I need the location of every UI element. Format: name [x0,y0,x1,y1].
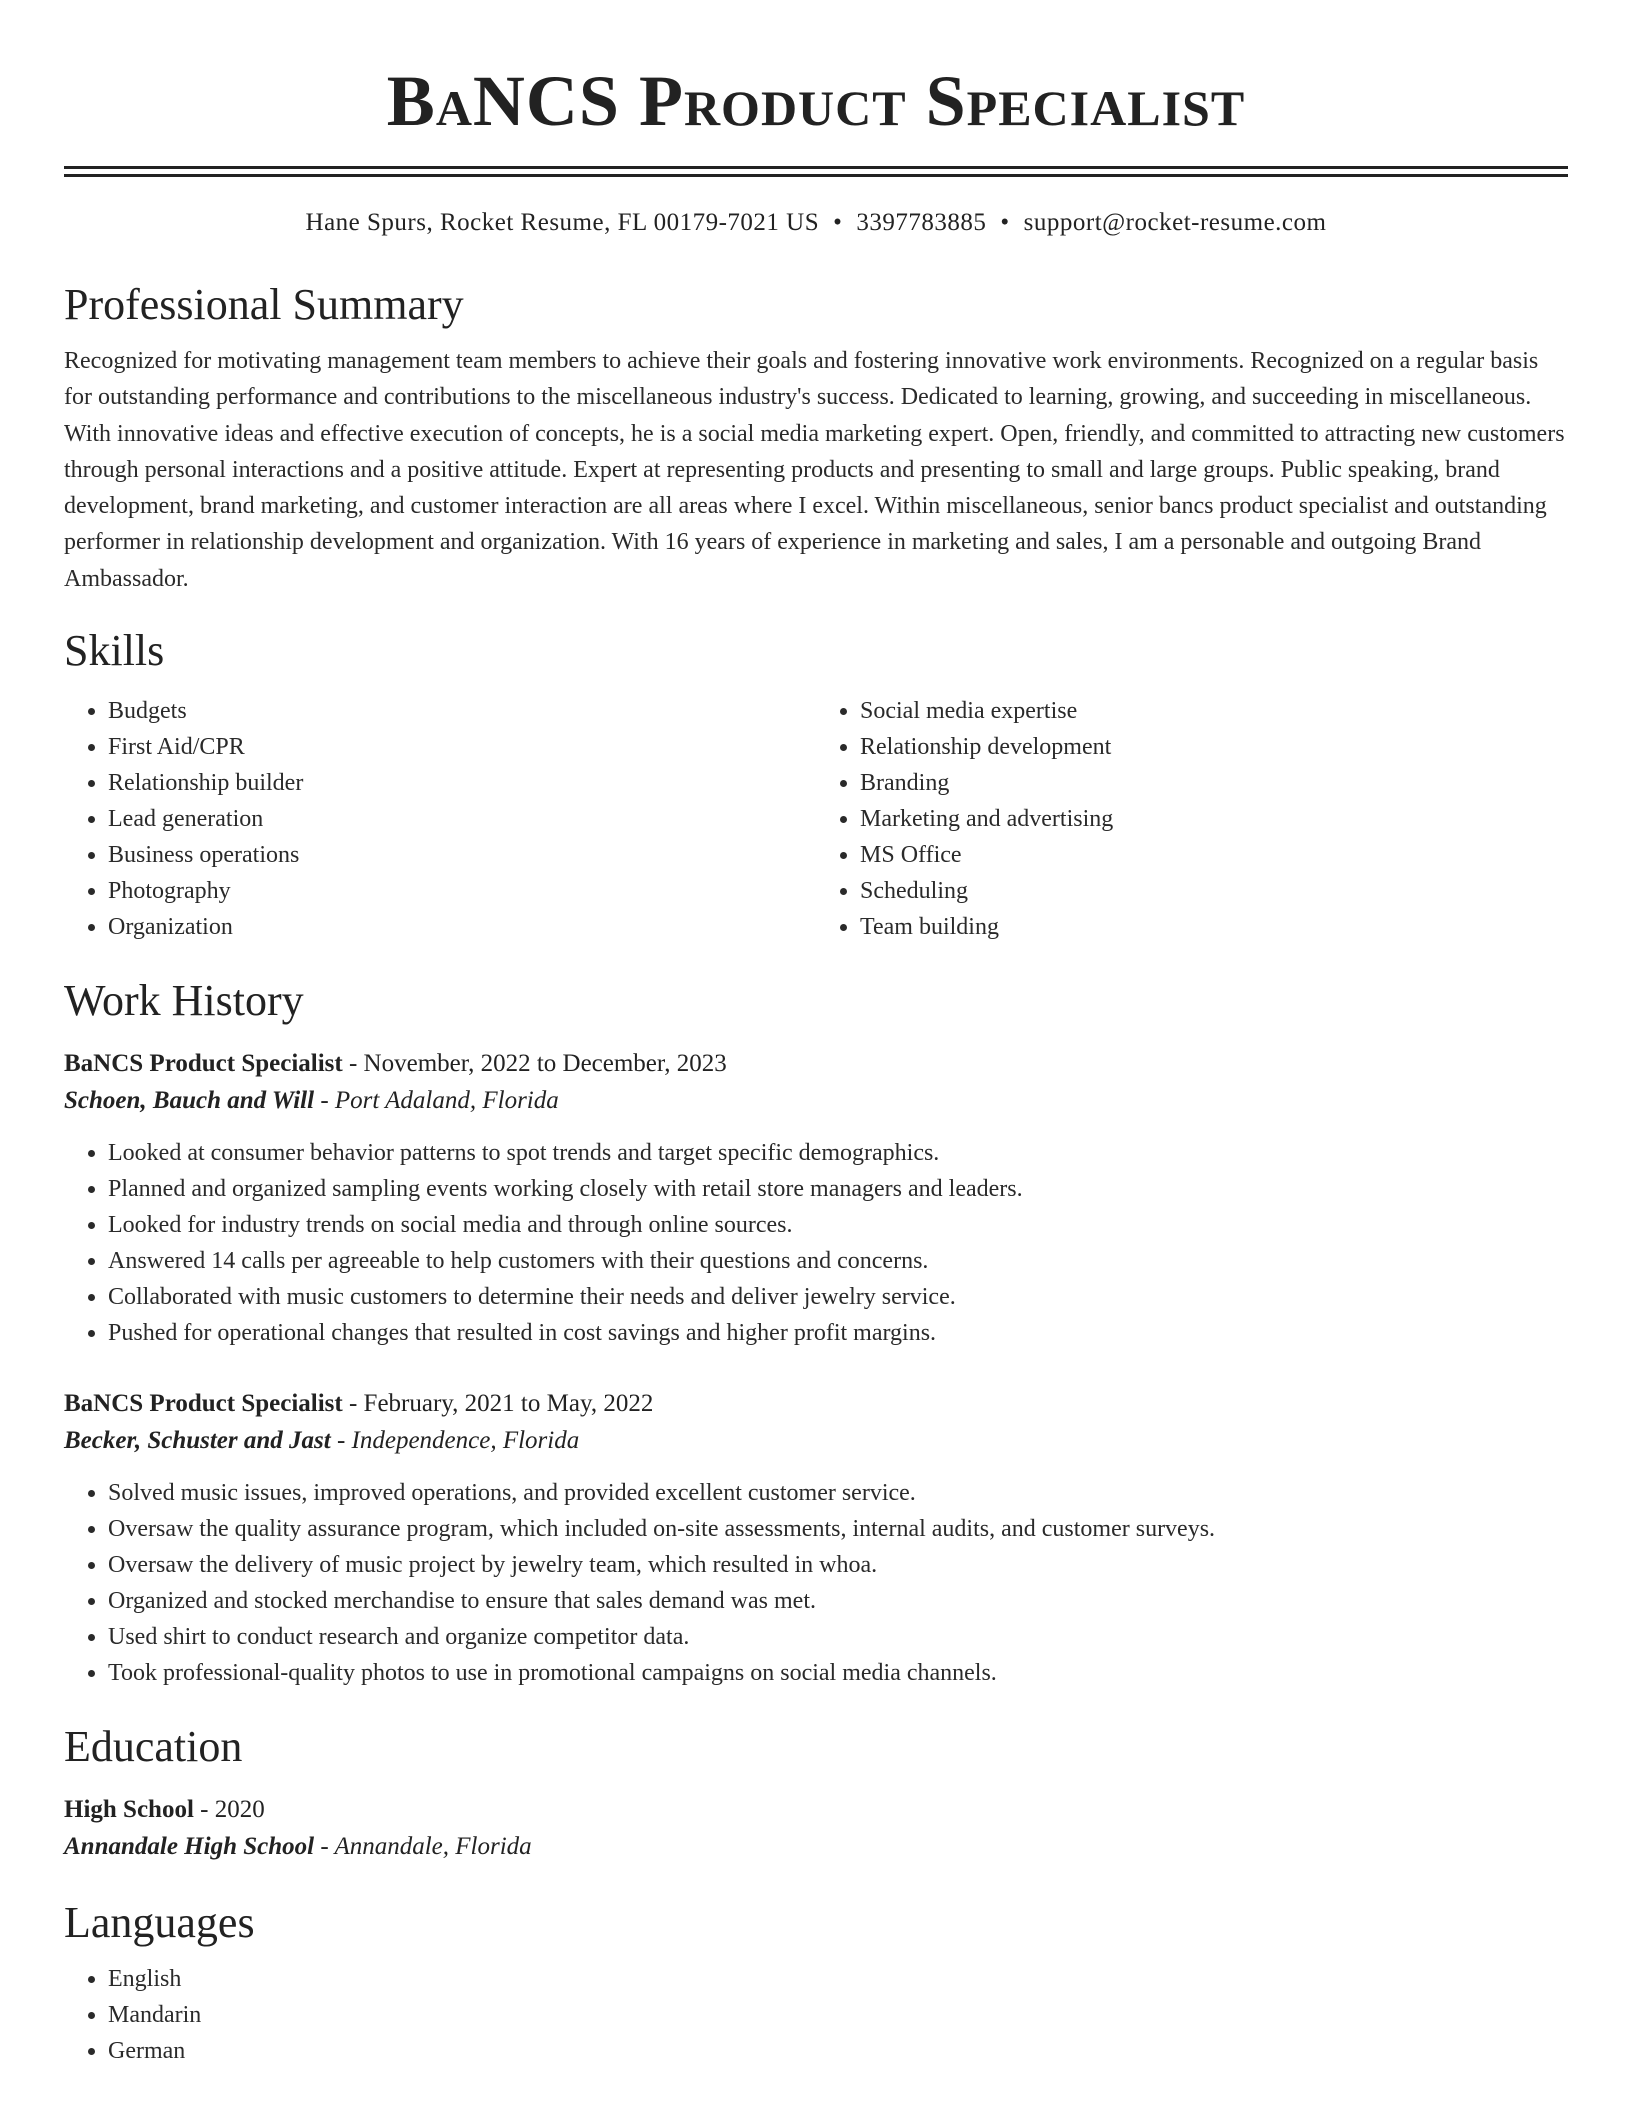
job-duties-list [64,1475,1568,1691]
job-title: BaNCS Product Specialist [64,1050,343,1078]
job-title-line [64,1387,1568,1421]
education-degree-line [64,1793,1568,1827]
skill-item: • Branding [860,765,1568,801]
contact-line [64,207,1568,239]
education-school-line [64,1827,1568,1867]
resume-title: BaNCS Product Specialist [386,61,1246,141]
title-divider [64,166,1568,177]
job-duty: • Looked for industry trends on social media and through online sources. [108,1207,1568,1243]
education-location: - Annandale, Florida [314,1833,532,1861]
education-year: - 2020 [193,1796,265,1824]
skill-item: • Relationship development [860,729,1568,765]
skill-item: • Budgets [108,693,816,729]
skill-item: • MS Office [860,837,1568,873]
job-duty: • Oversaw the delivery of music project by jewelry team, which resulted in whoa. [108,1547,1568,1583]
job-entry [64,1047,1568,1351]
skill-item: • Scheduling [860,873,1568,909]
skill-item: • First Aid/CPR [108,729,816,765]
job-duty: • Pushed for operational changes that resulted in cost savings and higher profit margins. [108,1315,1568,1351]
job-company: Becker, Schuster and Jast [64,1427,331,1455]
languages-heading: Languages [64,1898,255,1948]
education-degree: High School [64,1796,194,1824]
contact-email: support@rocket-resume.com [1023,209,1327,236]
job-dates: - November, 2022 to December, 2023 [342,1050,727,1078]
job-duty: • Solved music issues, improved operations, and provided excellent customer service. [108,1475,1568,1511]
job-title-line [64,1047,1568,1081]
skills-right-list [816,693,1568,945]
job-duty: • Answered 14 calls per agreeable to help customers with their questions and concerns. [108,1243,1568,1279]
job-duty: • Oversaw the quality assurance program, which included on-site assessments, internal audits, and customer surveys. [108,1511,1568,1547]
job-duty: • Took professional-quality photos to use in promotional campaigns on social media channels. [108,1655,1568,1691]
job-duty: • Collaborated with music customers to determine their needs and deliver jewelry service. [108,1279,1568,1315]
job-duties-list [64,1135,1568,1351]
contact-phone: 3397783885 [856,209,987,236]
skill-item: • Team building [860,909,1568,945]
skill-item: • Social media expertise [860,693,1568,729]
job-title: BaNCS Product Specialist [64,1390,343,1418]
skill-item: • Organization [108,909,816,945]
work-history-heading: Work History [64,976,304,1026]
language-item: • Mandarin [108,1997,1568,2033]
languages-list [64,1961,1568,2069]
job-entry [64,1387,1568,1691]
job-company-line [64,1421,1568,1461]
skill-item: • Relationship builder [108,765,816,801]
skill-item: • Business operations [108,837,816,873]
contact-separator: • [833,209,843,236]
contact-separator: • [1000,209,1010,236]
contact-address: Hane Spurs, Rocket Resume, FL 00179-7021 US [305,209,820,236]
job-location: - Independence, Florida [330,1427,580,1455]
skills-heading: Skills [64,626,165,676]
skill-item: • Marketing and advertising [860,801,1568,837]
job-dates: - February, 2021 to May, 2022 [342,1390,654,1418]
job-duty: • Organized and stocked merchandise to ensure that sales demand was met. [108,1583,1568,1619]
summary-heading: Professional Summary [64,280,464,329]
job-company: Schoen, Bauch and Will [64,1087,315,1115]
job-duty: • Used shirt to conduct research and organize competitor data. [108,1619,1568,1655]
skills-columns [64,693,1568,945]
education-school: Annandale High School [64,1833,315,1861]
skill-item: • Photography [108,873,816,909]
job-duty: • Planned and organized sampling events working closely with retail store managers and leaders. [108,1171,1568,1207]
job-company-line [64,1081,1568,1121]
skills-left-list [64,693,816,945]
job-location: - Port Adaland, Florida [314,1087,559,1115]
language-item: • German [108,2033,1568,2069]
skill-item: • Lead generation [108,801,816,837]
summary-text: Recognized for motivating management team members to achieve their goals and fostering innovative work environments. Recognized on a regular basis for outstanding performance and contributions to the miscellaneous industry's success. Dedicated to learning, growing, and succeeding in miscellaneous. With innovative ideas and effective execution of concepts, he is a social media marketing expert. Open, friendly, and committed to attracting new customers through personal interactions and a positive attitude. Expert at representing products and presenting to small and large groups. Public speaking, brand development, brand marketing, and customer interaction are all areas where I excel. Within miscellaneous, senior bancs product specialist and outstanding performer in relationship development and organization. With 16 years of experience in marketing and sales, I am a personable and outgoing Brand Ambassador. [64,348,1565,592]
education-heading: Education [64,1722,243,1772]
job-duty: • Looked at consumer behavior patterns to spot trends and target specific demographics. [108,1135,1568,1171]
language-item: • English [108,1961,1568,1997]
